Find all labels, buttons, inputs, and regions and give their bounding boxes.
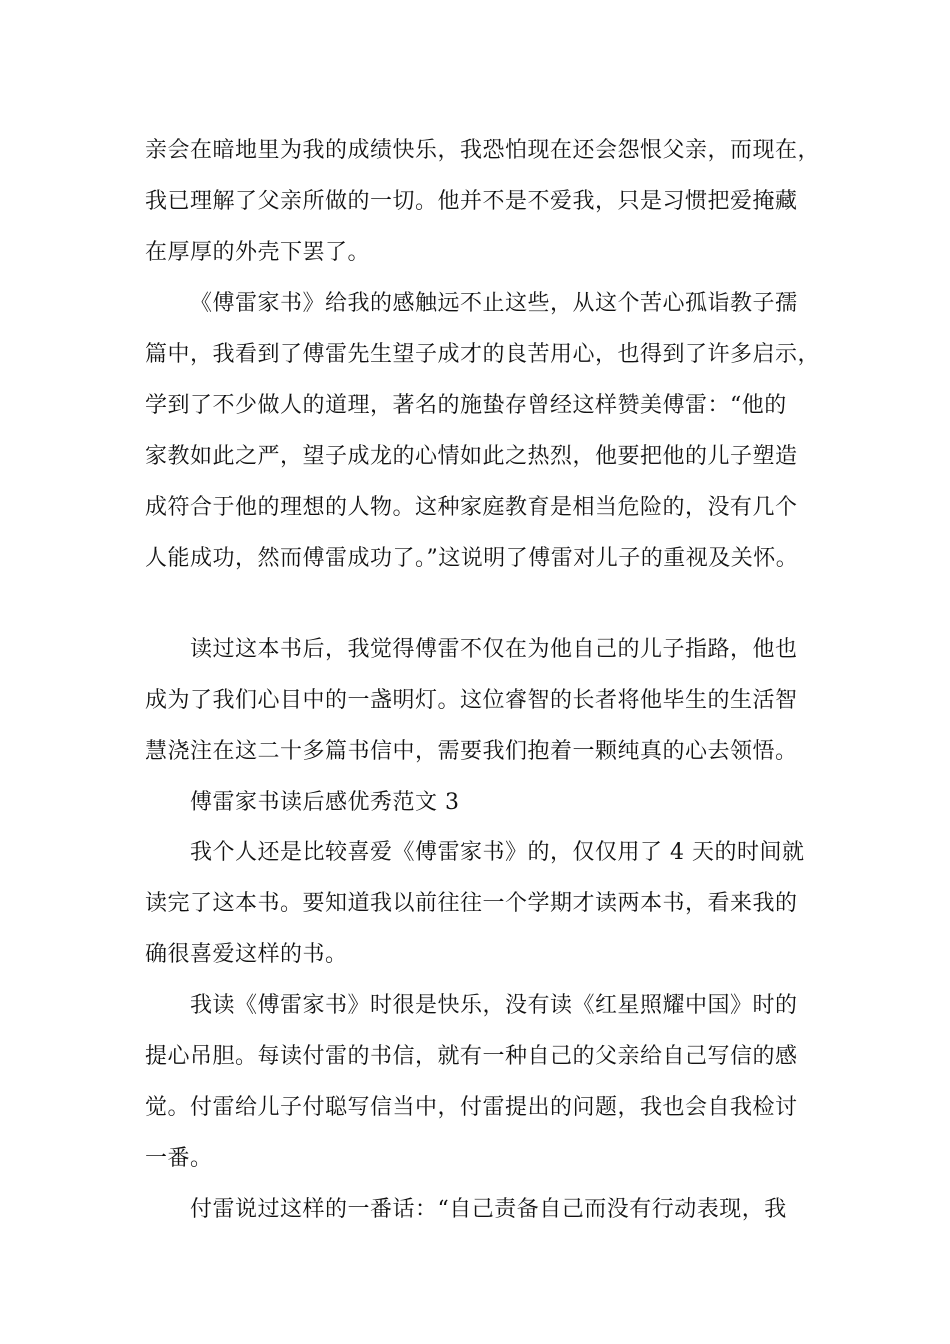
text-line: 成为了我们心目中的一盏明灯。这位睿智的长者将他毕生的生活智 [145, 688, 798, 713]
paragraph-start-line: 我个人还是比较喜爱《傅雷家书》的，仅仅用了 4 天的时间就 [190, 840, 805, 865]
paragraph-start-line: 付雷说过这样的一番话：“自己责备自己而没有行动表现，我 [190, 1197, 787, 1222]
text-line: 确很喜爱这样的书。 [145, 942, 348, 967]
paragraph-start-line: 《傅雷家书》给我的感触远不止这些，从这个苦心孤诣教子孺 [190, 291, 798, 316]
text-line: 家教如此之严，望子成龙的心情如此之热烈，他要把他的儿子塑造 [145, 444, 798, 469]
section-heading: 傅雷家书读后感优秀范文 3 [190, 790, 460, 815]
text-line: 读完了这本书。要知道我以前往往一个学期才读两本书，看来我的 [145, 891, 798, 916]
paragraph-start-line: 我读《傅雷家书》时很是快乐，没有读《红星照耀中国》时的 [190, 993, 798, 1018]
text-line: 一番。 [145, 1146, 213, 1171]
text-line: 提心吊胆。每读付雷的书信，就有一种自己的父亲给自己写信的感 [145, 1044, 798, 1069]
text-line: 篇中，我看到了傅雷先生望子成才的良苦用心，也得到了许多启示， [145, 342, 821, 367]
text-line: 我已理解了父亲所做的一切。他并不是不爱我，只是习惯把爱掩藏 [145, 189, 798, 214]
paragraph-start-line: 读过这本书后，我觉得傅雷不仅在为他自己的儿子指路，他也 [190, 637, 798, 662]
text-line: 在厚厚的外壳下罢了。 [145, 240, 371, 265]
text-line: 学到了不少做人的道理，著名的施蛰存曾经这样赞美傅雷：“他的 [145, 393, 787, 418]
text-line: 觉。付雷给儿子付聪写信当中，付雷提出的问题，我也会自我检讨 [145, 1095, 798, 1120]
text-line: 人能成功，然而傅雷成功了。”这说明了傅雷对儿子的重视及关怀。 [145, 546, 799, 571]
text-line: 慧浇注在这二十多篇书信中，需要我们抱着一颗纯真的心去领悟。 [145, 739, 798, 764]
text-line: 成符合于他的理想的人物。这种家庭教育是相当危险的，没有几个 [145, 495, 798, 520]
text-line: 亲会在暗地里为我的成绩快乐，我恐怕现在还会怨恨父亲，而现在， [145, 138, 821, 163]
